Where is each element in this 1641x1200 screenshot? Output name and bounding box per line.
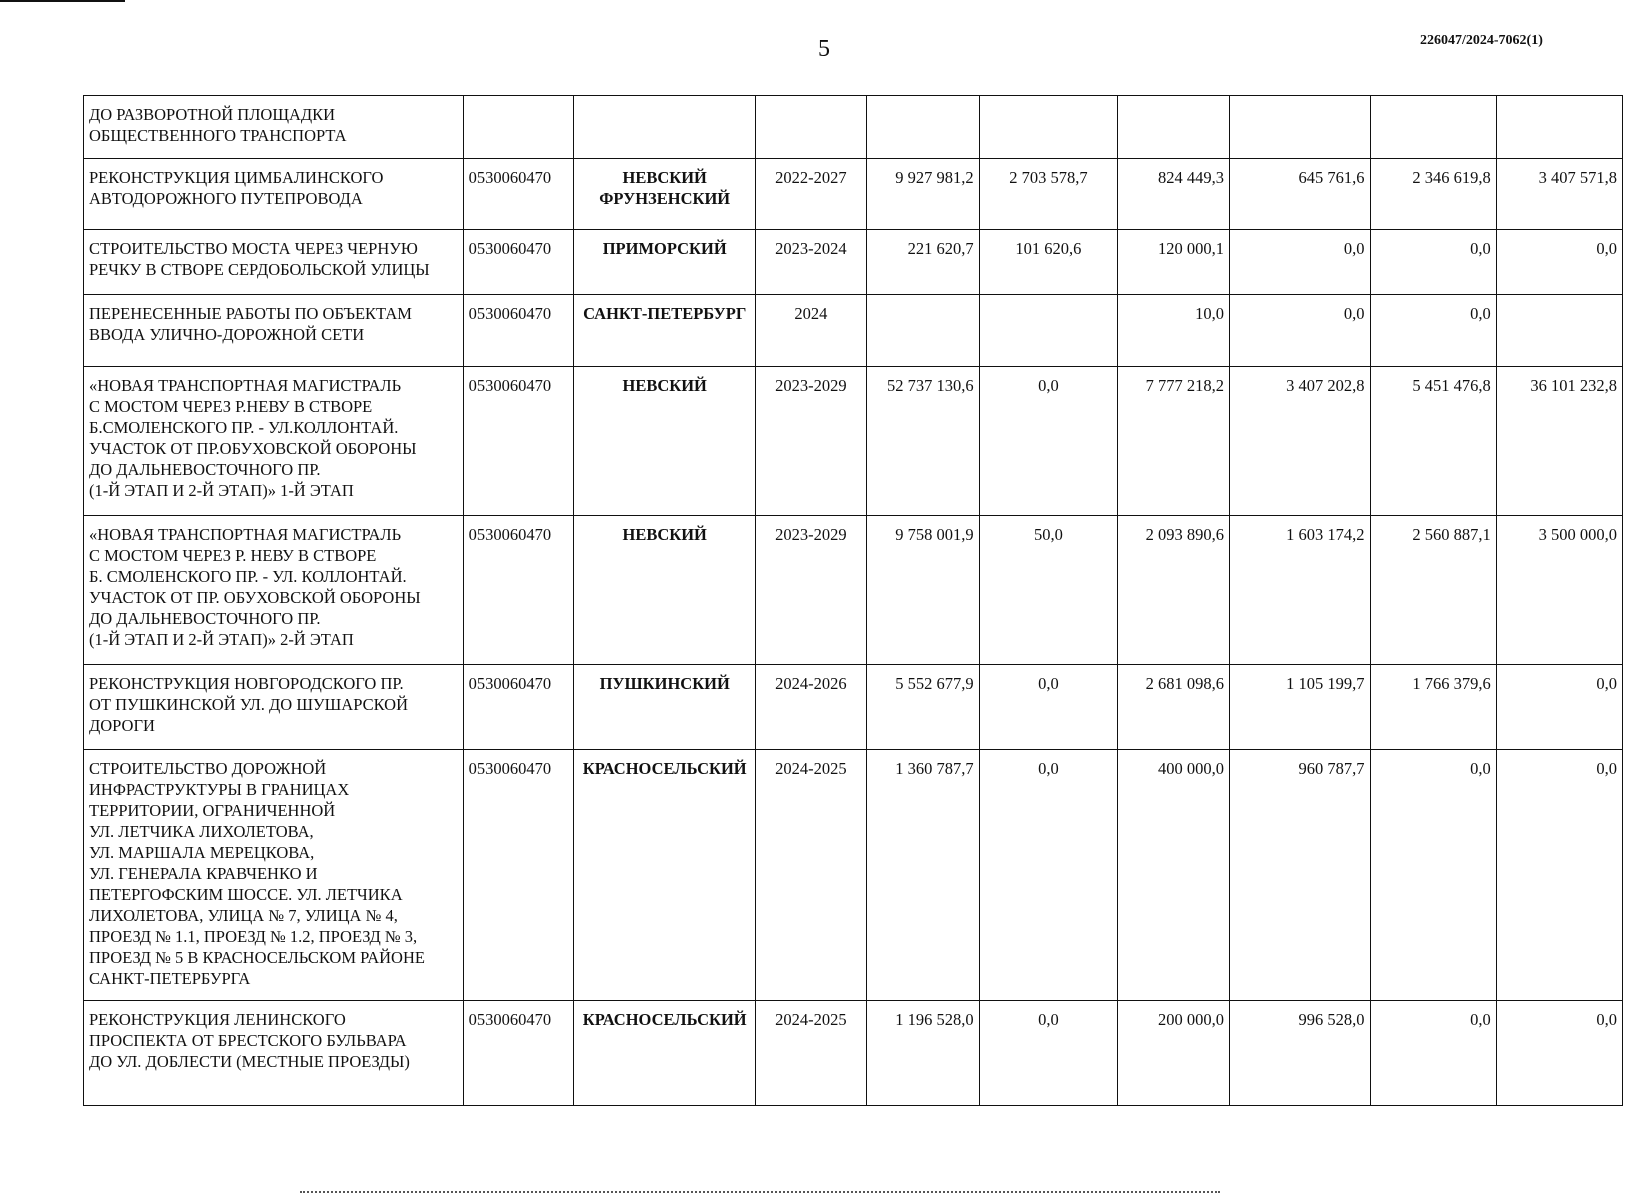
- cell-value-5: [1496, 96, 1622, 159]
- cell-value-5: 0,0: [1496, 1001, 1622, 1106]
- table-row: [84, 1001, 1623, 1106]
- cell-value-1: 0,0: [979, 1001, 1118, 1106]
- table-row: [84, 516, 1623, 665]
- cell-period: 2024-2026: [756, 665, 867, 750]
- cell-total: 52 737 130,6: [866, 367, 979, 516]
- cell-value-4: 2 560 887,1: [1370, 516, 1496, 665]
- cell-district: КРАСНОСЕЛЬСКИЙ: [574, 1001, 756, 1106]
- cell-object-name: ДО РАЗВОРОТНОЙ ПЛОЩАДКИ ОБЩЕСТВЕННОГО ТРАНСПОРТА: [84, 96, 464, 159]
- cell-district: НЕВСКИЙ: [574, 516, 756, 665]
- cell-object-name: СТРОИТЕЛЬСТВО ДОРОЖНОЙ ИНФРАСТРУКТУРЫ В ГРАНИЦАХ ТЕРРИТОРИИ, ОГРАНИЧЕННОЙ УЛ. ЛЕТЧИКА ЛИХОЛЕТОВА, УЛ. МАРШАЛА МЕРЕЦКОВА, УЛ. ГЕНЕРАЛА КРАВЧЕНКО И ПЕТЕРГОФСКИМ ШОССЕ. УЛ. ЛЕТЧИКА ЛИХОЛЕТОВА, УЛИЦА № 7, УЛИЦА № 4, ПРОЕЗД № 1.1, ПРОЕЗД № 1.2, ПРОЕЗД № 3, ПРОЕЗД № 5 В КРАСНОСЕЛЬСКОМ РАЙОНЕ САНКТ-ПЕТЕРБУРГА: [84, 750, 464, 1001]
- table-row: [84, 367, 1623, 516]
- cell-value-2: 7 777 218,2: [1118, 367, 1230, 516]
- cell-district: САНКТ-ПЕТЕРБУРГ: [574, 295, 756, 367]
- cell-object-name: ПЕРЕНЕСЕННЫЕ РАБОТЫ ПО ОБЪЕКТАМ ВВОДА УЛИЧНО-ДОРОЖНОЙ СЕТИ: [84, 295, 464, 367]
- cell-total: 5 552 677,9: [866, 665, 979, 750]
- cell-value-3: 1 105 199,7: [1229, 665, 1370, 750]
- cell-value-5: 3 407 571,8: [1496, 159, 1622, 230]
- cell-value-5: 0,0: [1496, 230, 1622, 295]
- cell-object-name: «НОВАЯ ТРАНСПОРТНАЯ МАГИСТРАЛЬ С МОСТОМ ЧЕРЕЗ Р.НЕВУ В СТВОРЕ Б.СМОЛЕНСКОГО ПР. - УЛ.КОЛЛОНТАЙ. УЧАСТОК ОТ ПР.ОБУХОВСКОЙ ОБОРОНЫ ДО ДАЛЬНЕВОСТОЧНОГО ПР. (1-Й ЭТАП И 2-Й ЭТАП)» 1-Й ЭТАП: [84, 367, 464, 516]
- cell-value-1: 50,0: [979, 516, 1118, 665]
- cell-value-2: 200 000,0: [1118, 1001, 1230, 1106]
- cell-value-4: [1370, 96, 1496, 159]
- budget-table: [83, 95, 1623, 1106]
- cell-value-2: [1118, 96, 1230, 159]
- cell-value-1: 0,0: [979, 665, 1118, 750]
- cell-period: 2023-2029: [756, 516, 867, 665]
- cell-value-2: 120 000,1: [1118, 230, 1230, 295]
- cell-budget-code: 0530060470: [463, 516, 574, 665]
- cell-value-2: 2 681 098,6: [1118, 665, 1230, 750]
- cell-budget-code: 0530060470: [463, 1001, 574, 1106]
- cell-total: 1 196 528,0: [866, 1001, 979, 1106]
- cell-value-3: [1229, 96, 1370, 159]
- cell-value-4: 0,0: [1370, 1001, 1496, 1106]
- cell-budget-code: 0530060470: [463, 159, 574, 230]
- cell-period: 2024-2025: [756, 1001, 867, 1106]
- cell-value-5: 0,0: [1496, 750, 1622, 1001]
- cell-value-3: 1 603 174,2: [1229, 516, 1370, 665]
- page-number: 5: [818, 36, 830, 62]
- cell-value-2: 2 093 890,6: [1118, 516, 1230, 665]
- cell-total: 1 360 787,7: [866, 750, 979, 1001]
- cell-budget-code: 0530060470: [463, 230, 574, 295]
- cell-district: [574, 96, 756, 159]
- cell-value-1: 101 620,6: [979, 230, 1118, 295]
- cell-total: [866, 96, 979, 159]
- cell-period: 2024-2025: [756, 750, 867, 1001]
- cell-value-4: 0,0: [1370, 230, 1496, 295]
- cell-value-2: 400 000,0: [1118, 750, 1230, 1001]
- cell-budget-code: 0530060470: [463, 750, 574, 1001]
- cell-budget-code: 0530060470: [463, 367, 574, 516]
- cell-value-4: 0,0: [1370, 750, 1496, 1001]
- cell-value-5: 36 101 232,8: [1496, 367, 1622, 516]
- cell-district: КРАСНОСЕЛЬСКИЙ: [574, 750, 756, 1001]
- cell-period: 2023-2029: [756, 367, 867, 516]
- cell-total: 9 758 001,9: [866, 516, 979, 665]
- cell-period: 2023-2024: [756, 230, 867, 295]
- table-body: [84, 96, 1623, 1106]
- cell-value-3: 3 407 202,8: [1229, 367, 1370, 516]
- corner-scan-mark: [0, 0, 125, 2]
- table-row: [84, 230, 1623, 295]
- cell-value-4: 0,0: [1370, 295, 1496, 367]
- cell-value-3: 960 787,7: [1229, 750, 1370, 1001]
- cell-value-2: 10,0: [1118, 295, 1230, 367]
- cell-period: 2022-2027: [756, 159, 867, 230]
- cell-object-name: РЕКОНСТРУКЦИЯ ЦИМБАЛИНСКОГО АВТОДОРОЖНОГО ПУТЕПРОВОДА: [84, 159, 464, 230]
- cell-object-name: РЕКОНСТРУКЦИЯ НОВГОРОДСКОГО ПР. ОТ ПУШКИНСКОЙ УЛ. ДО ШУШАРСКОЙ ДОРОГИ: [84, 665, 464, 750]
- cell-period: [756, 96, 867, 159]
- table-row: [84, 159, 1623, 230]
- cell-value-1: 0,0: [979, 750, 1118, 1001]
- cell-budget-code: [463, 96, 574, 159]
- cell-object-name: РЕКОНСТРУКЦИЯ ЛЕНИНСКОГО ПРОСПЕКТА ОТ БРЕСТСКОГО БУЛЬВАРА ДО УЛ. ДОБЛЕСТИ (МЕСТНЫЕ ПРОЕЗДЫ): [84, 1001, 464, 1106]
- document-id: 226047/2024-7062(1): [1420, 33, 1543, 48]
- cell-value-4: 5 451 476,8: [1370, 367, 1496, 516]
- table-row: [84, 750, 1623, 1001]
- cell-value-1: 2 703 578,7: [979, 159, 1118, 230]
- cell-value-3: 0,0: [1229, 295, 1370, 367]
- cell-district: НЕВСКИЙ ФРУНЗЕНСКИЙ: [574, 159, 756, 230]
- cell-value-1: [979, 96, 1118, 159]
- cell-object-name: СТРОИТЕЛЬСТВО МОСТА ЧЕРЕЗ ЧЕРНУЮ РЕЧКУ В СТВОРЕ СЕРДОБОЛЬСКОЙ УЛИЦЫ: [84, 230, 464, 295]
- cell-district: ПРИМОРСКИЙ: [574, 230, 756, 295]
- cell-district: ПУШКИНСКИЙ: [574, 665, 756, 750]
- cell-value-5: 0,0: [1496, 665, 1622, 750]
- cell-value-3: 996 528,0: [1229, 1001, 1370, 1106]
- cell-value-1: 0,0: [979, 367, 1118, 516]
- cell-value-5: [1496, 295, 1622, 367]
- cell-district: НЕВСКИЙ: [574, 367, 756, 516]
- cell-value-4: 2 346 619,8: [1370, 159, 1496, 230]
- table-row: [84, 665, 1623, 750]
- table-row: [84, 96, 1623, 159]
- cell-budget-code: 0530060470: [463, 295, 574, 367]
- cell-value-3: 645 761,6: [1229, 159, 1370, 230]
- cell-object-name: «НОВАЯ ТРАНСПОРТНАЯ МАГИСТРАЛЬ С МОСТОМ ЧЕРЕЗ Р. НЕВУ В СТВОРЕ Б. СМОЛЕНСКОГО ПР. - УЛ. КОЛЛОНТАЙ. УЧАСТОК ОТ ПР. ОБУХОВСКОЙ ОБОРОНЫ ДО ДАЛЬНЕВОСТОЧНОГО ПР. (1-Й ЭТАП И 2-Й ЭТАП)» 2-Й ЭТАП: [84, 516, 464, 665]
- cell-value-3: 0,0: [1229, 230, 1370, 295]
- cell-budget-code: 0530060470: [463, 665, 574, 750]
- cell-value-2: 824 449,3: [1118, 159, 1230, 230]
- bottom-dotted-rule: [300, 1191, 1220, 1193]
- cell-period: 2024: [756, 295, 867, 367]
- cell-total: 9 927 981,2: [866, 159, 979, 230]
- table-row: [84, 295, 1623, 367]
- cell-value-4: 1 766 379,6: [1370, 665, 1496, 750]
- cell-total: 221 620,7: [866, 230, 979, 295]
- cell-value-1: [979, 295, 1118, 367]
- cell-value-5: 3 500 000,0: [1496, 516, 1622, 665]
- cell-total: [866, 295, 979, 367]
